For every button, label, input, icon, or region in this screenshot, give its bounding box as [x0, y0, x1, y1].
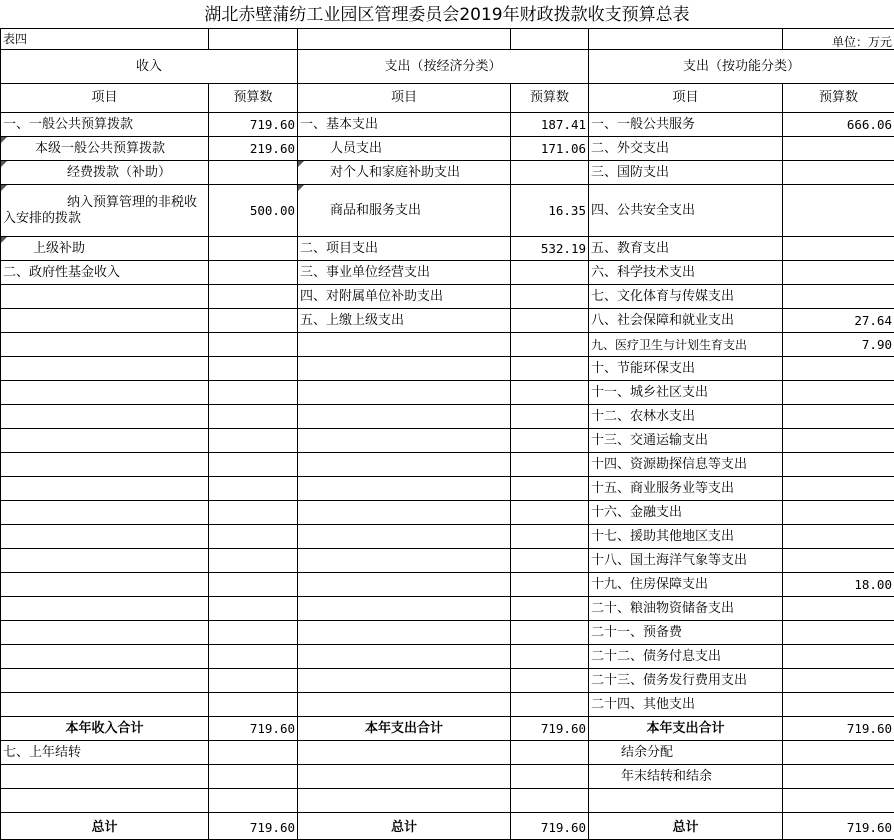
income-value [209, 645, 298, 669]
income-item [1, 549, 209, 573]
income-value: 500.00 [209, 185, 298, 237]
exp-func-item: 七、文化体育与传媒支出 [589, 285, 783, 309]
income-item [1, 405, 209, 429]
exp-econ-value [511, 525, 589, 549]
exp-econ-value [511, 381, 589, 405]
income-item [1, 765, 209, 789]
exp-func-item: 十九、住房保障支出 [589, 573, 783, 597]
grand-total-value: 719.60 [209, 813, 298, 840]
exp-func-value [783, 357, 894, 381]
exp-econ-value [511, 161, 589, 185]
exp-econ-value [511, 309, 589, 333]
exp-func-value [783, 669, 894, 693]
table-row [1, 309, 894, 333]
empty-cell [783, 741, 894, 765]
exp-func-value [783, 693, 894, 717]
exp-econ-item [298, 429, 511, 453]
exp-func-value [783, 161, 894, 185]
exp-econ-value [511, 573, 589, 597]
exp-econ-value [511, 621, 589, 645]
exp-func-item: 二十三、债务发行费用支出 [589, 669, 783, 693]
income-item: 二、政府性基金收入 [1, 261, 209, 285]
exp-func-value [783, 429, 894, 453]
table-row [1, 501, 894, 525]
totals-row [1, 717, 894, 741]
budget-header: 预算数 [209, 84, 298, 113]
empty-cell [783, 789, 894, 813]
exp-func-item: 年末结转和结余 [589, 765, 783, 789]
table-row [1, 261, 894, 285]
exp-econ-value: 187.41 [511, 113, 589, 137]
table-row [1, 669, 894, 693]
exp-econ-item [298, 357, 511, 381]
income-item [1, 381, 209, 405]
income-value [209, 429, 298, 453]
income-value [209, 285, 298, 309]
income-item: 经费拨款（补助） [1, 161, 209, 185]
empty-cell [298, 741, 511, 765]
exp-func-value [783, 621, 894, 645]
table-row [1, 453, 894, 477]
table-row [1, 477, 894, 501]
exp-econ-value [511, 597, 589, 621]
income-value [209, 693, 298, 717]
table-row [1, 405, 894, 429]
income-total-value: 719.60 [209, 717, 298, 741]
income-item [1, 477, 209, 501]
exp-func-item: 二十二、债务付息支出 [589, 645, 783, 669]
exp-econ-value [511, 693, 589, 717]
exp-total-label: 本年支出合计 [298, 717, 511, 741]
income-value [209, 261, 298, 285]
income-item [1, 429, 209, 453]
exp-econ-item [298, 405, 511, 429]
exp-func-value [783, 285, 894, 309]
exp-func-value [783, 137, 894, 161]
table-row [1, 573, 894, 597]
income-value [209, 333, 298, 357]
table-row [1, 381, 894, 405]
meta-row [1, 29, 894, 50]
exp-func-value [783, 261, 894, 285]
income-item: 纳入预算管理的非税收入安排的拨款 [1, 185, 209, 237]
income-value [209, 669, 298, 693]
exp-func-item: 五、教育支出 [589, 237, 783, 261]
exp-econ-value [511, 429, 589, 453]
exp-total-value: 719.60 [511, 717, 589, 741]
exp-econ-header: 支出（按经济分类） [298, 50, 589, 84]
income-item [1, 645, 209, 669]
exp-econ-value: 532.19 [511, 237, 589, 261]
income-item: 上级补助 [1, 237, 209, 261]
exp-econ-item: 一、基本支出 [298, 113, 511, 137]
column-header-row [1, 84, 894, 113]
table-row [1, 741, 894, 765]
exp-func-item: 十六、金融支出 [589, 501, 783, 525]
income-value [209, 357, 298, 381]
grand-total-value: 719.60 [783, 813, 894, 840]
income-item [1, 597, 209, 621]
income-item [1, 621, 209, 645]
income-item [1, 453, 209, 477]
exp-func-value [783, 405, 894, 429]
table-row [1, 161, 894, 185]
exp-func-value: 18.00 [783, 573, 894, 597]
income-value [209, 501, 298, 525]
exp-econ-item [298, 669, 511, 693]
empty-cell [511, 741, 589, 765]
income-item [1, 789, 209, 813]
exp-func-item: 八、社会保障和就业支出 [589, 309, 783, 333]
income-value [209, 621, 298, 645]
func-total-label: 本年支出合计 [589, 717, 783, 741]
table-row [1, 621, 894, 645]
item-header: 项目 [1, 84, 209, 113]
table-row [1, 137, 894, 161]
table-row [1, 333, 894, 357]
income-item [1, 357, 209, 381]
empty-cell [209, 789, 298, 813]
exp-func-item: 三、国防支出 [589, 161, 783, 185]
exp-func-value [783, 525, 894, 549]
budget-header: 预算数 [783, 84, 894, 113]
income-value [209, 161, 298, 185]
income-value [209, 573, 298, 597]
exp-econ-value [511, 333, 589, 357]
exp-func-value [783, 501, 894, 525]
table-row [1, 185, 894, 237]
table-row [1, 597, 894, 621]
exp-econ-item [298, 453, 511, 477]
exp-func-item: 十、节能环保支出 [589, 357, 783, 381]
income-item [1, 693, 209, 717]
exp-econ-item [298, 501, 511, 525]
income-value: 719.60 [209, 113, 298, 137]
exp-econ-item [298, 549, 511, 573]
income-item: 一、一般公共预算拨款 [1, 113, 209, 137]
exp-func-item: 十一、城乡社区支出 [589, 381, 783, 405]
income-value [209, 381, 298, 405]
empty-cell [511, 789, 589, 813]
income-item: 七、上年结转 [1, 741, 209, 765]
grand-total-value: 719.60 [511, 813, 589, 840]
exp-func-value: 27.64 [783, 309, 894, 333]
exp-func-value [783, 381, 894, 405]
table-row [1, 285, 894, 309]
income-value [209, 477, 298, 501]
income-value [209, 405, 298, 429]
exp-econ-item [298, 477, 511, 501]
exp-econ-item [298, 621, 511, 645]
exp-econ-item: 人员支出 [298, 137, 511, 161]
exp-func-value [783, 597, 894, 621]
income-item [1, 669, 209, 693]
exp-econ-item: 五、上缴上级支出 [298, 309, 511, 333]
income-item [1, 573, 209, 597]
exp-func-item: 一、一般公共服务 [589, 113, 783, 137]
empty-cell [511, 765, 589, 789]
exp-econ-value [511, 477, 589, 501]
exp-func-item: 二十、粮油物资储备支出 [589, 597, 783, 621]
exp-func-item: 十五、商业服务业等支出 [589, 477, 783, 501]
exp-func-value [783, 237, 894, 261]
exp-econ-value: 171.06 [511, 137, 589, 161]
income-item: 本级一般公共预算拨款 [1, 137, 209, 161]
grand-total-label: 总计 [298, 813, 511, 840]
exp-econ-value [511, 501, 589, 525]
exp-econ-value [511, 669, 589, 693]
table-row [1, 357, 894, 381]
exp-func-item: 十八、国土海洋气象等支出 [589, 549, 783, 573]
table-row [1, 693, 894, 717]
exp-econ-item: 三、事业单位经营支出 [298, 261, 511, 285]
empty-cell [783, 765, 894, 789]
income-item [1, 525, 209, 549]
income-header: 收入 [1, 50, 298, 84]
income-value [209, 453, 298, 477]
exp-func-value [783, 185, 894, 237]
exp-econ-item [298, 525, 511, 549]
income-item [1, 333, 209, 357]
exp-econ-value [511, 549, 589, 573]
exp-func-value [783, 477, 894, 501]
exp-func-value: 7.90 [783, 333, 894, 357]
grand-total-label: 总计 [1, 813, 209, 840]
func-total-value: 719.60 [783, 717, 894, 741]
exp-econ-item [298, 381, 511, 405]
income-item [1, 285, 209, 309]
income-value [209, 309, 298, 333]
income-value [209, 237, 298, 261]
exp-func-item: 四、公共安全支出 [589, 185, 783, 237]
exp-econ-item: 二、项目支出 [298, 237, 511, 261]
budget-table [0, 28, 894, 840]
table-number: 表四 [1, 29, 209, 50]
table-row [1, 237, 894, 261]
income-value [209, 525, 298, 549]
exp-func-value [783, 453, 894, 477]
exp-econ-item [298, 573, 511, 597]
exp-func-value [783, 549, 894, 573]
exp-func-item: 六、科学技术支出 [589, 261, 783, 285]
exp-func-item: 九、医疗卫生与计划生育支出 [589, 333, 783, 357]
income-item [1, 501, 209, 525]
table-row [1, 549, 894, 573]
unit-label: 单位：万元 [783, 29, 894, 50]
empty-cell [209, 765, 298, 789]
exp-func-item: 二、外交支出 [589, 137, 783, 161]
exp-func-item: 二十一、预备费 [589, 621, 783, 645]
empty-cell [298, 789, 511, 813]
item-header: 项目 [589, 84, 783, 113]
budget-header: 预算数 [511, 84, 589, 113]
grand-total-label: 总计 [589, 813, 783, 840]
income-item [1, 309, 209, 333]
exp-func-item: 十四、资源勘探信息等支出 [589, 453, 783, 477]
exp-func-value [783, 645, 894, 669]
income-total-label: 本年收入合计 [1, 717, 209, 741]
exp-func-item: 十二、农林水支出 [589, 405, 783, 429]
exp-econ-value [511, 645, 589, 669]
exp-econ-item [298, 645, 511, 669]
income-value: 219.60 [209, 137, 298, 161]
section-header-row [1, 50, 894, 84]
exp-econ-item [298, 333, 511, 357]
exp-econ-item: 商品和服务支出 [298, 185, 511, 237]
table-row [1, 429, 894, 453]
table-row [1, 789, 894, 813]
exp-func-item: 十三、交通运输支出 [589, 429, 783, 453]
empty-cell [209, 741, 298, 765]
table-row [1, 113, 894, 137]
table-row [1, 645, 894, 669]
exp-econ-item: 对个人和家庭补助支出 [298, 161, 511, 185]
exp-func-item: 十七、援助其他地区支出 [589, 525, 783, 549]
exp-econ-value [511, 261, 589, 285]
exp-econ-item [298, 597, 511, 621]
income-value [209, 549, 298, 573]
exp-econ-value [511, 285, 589, 309]
item-header: 项目 [298, 84, 511, 113]
page-title: 湖北赤壁蒲纺工业园区管理委员会2019年财政拨款收支预算总表 [0, 0, 894, 28]
exp-func-item [589, 789, 783, 813]
income-value [209, 597, 298, 621]
exp-econ-item [298, 693, 511, 717]
table-row [1, 765, 894, 789]
exp-econ-value: 16.35 [511, 185, 589, 237]
exp-func-item: 结余分配 [589, 741, 783, 765]
exp-func-value: 666.06 [783, 113, 894, 137]
empty-cell [298, 765, 511, 789]
exp-econ-value [511, 357, 589, 381]
exp-func-header: 支出（按功能分类） [589, 50, 894, 84]
table-row [1, 525, 894, 549]
exp-econ-item: 四、对附属单位补助支出 [298, 285, 511, 309]
exp-econ-value [511, 405, 589, 429]
grand-total-row [1, 813, 894, 840]
exp-func-item: 二十四、其他支出 [589, 693, 783, 717]
exp-econ-value [511, 453, 589, 477]
